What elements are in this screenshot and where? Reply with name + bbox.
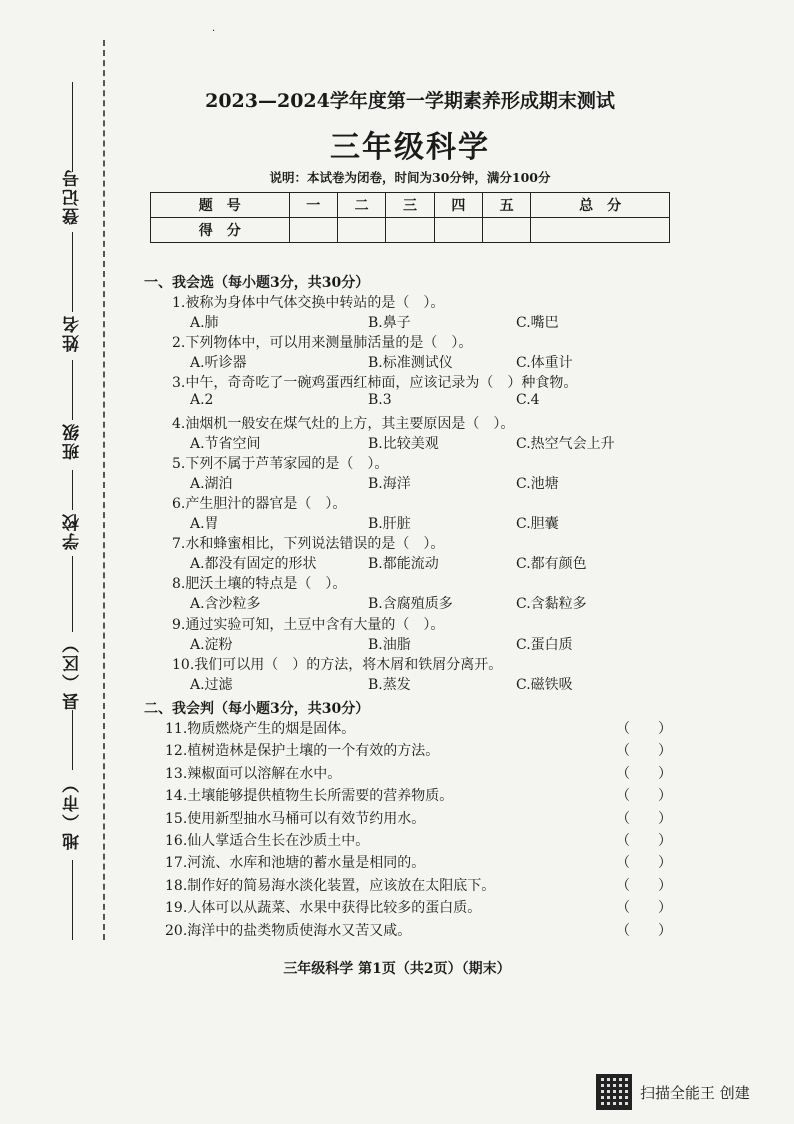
name-line bbox=[72, 232, 73, 312]
answer-paren[interactable]: （ ） bbox=[616, 877, 672, 894]
option-b: B.海洋 bbox=[368, 475, 411, 492]
margin-reg-label: 登记号 bbox=[63, 168, 83, 225]
score-header-cell: 总 分 bbox=[531, 193, 670, 218]
judge-item: 19.人体可以从蔬菜、水果中获得比较多的蛋白质。 bbox=[165, 900, 482, 917]
answer-paren[interactable]: （ ） bbox=[616, 721, 672, 737]
school-line bbox=[72, 470, 73, 510]
option-c: C.热空气会上升 bbox=[516, 435, 615, 452]
margin-county-label: 县（区） bbox=[63, 634, 83, 710]
question-stem: 3.中午，奇奇吃了一碗鸡蛋西红柿面，应该记录为（ ）种食物。 bbox=[172, 375, 578, 392]
question-stem: 9.通过实验可知，土豆中含有大量的（ ）。 bbox=[172, 616, 445, 633]
subject-title: 三年级科学 bbox=[330, 130, 490, 165]
answer-paren[interactable]: （ ） bbox=[616, 833, 672, 849]
scanner-watermark: 扫描全能王 创建 bbox=[640, 1084, 750, 1102]
question-stem: 8.肥沃土壤的特点是（ ）。 bbox=[172, 576, 347, 593]
score-cell[interactable] bbox=[337, 218, 385, 243]
qr-code-icon bbox=[596, 1074, 632, 1110]
option-a: A.节省空间 bbox=[190, 435, 261, 452]
answer-paren[interactable]: （ ） bbox=[616, 810, 672, 827]
score-cell[interactable] bbox=[482, 218, 530, 243]
option-a: A.含沙粒多 bbox=[190, 596, 261, 613]
option-b: B.油脂 bbox=[368, 636, 411, 653]
option-a: A.湖泊 bbox=[190, 475, 233, 492]
option-b: B.鼻子 bbox=[368, 315, 411, 331]
option-b: B.肝脏 bbox=[368, 516, 411, 532]
page-footer: 三年级科学 第1页（共2页）（期末） bbox=[283, 961, 511, 977]
judge-item: 15.使用新型抽水马桶可以有效节约用水。 bbox=[165, 810, 426, 827]
score-header-row bbox=[151, 193, 670, 218]
judge-item: 13.辣椒面可以溶解在水中。 bbox=[165, 765, 342, 782]
option-b: B.蒸发 bbox=[368, 676, 411, 693]
option-b: B.含腐殖质多 bbox=[368, 596, 453, 613]
score-header-cell: 三 bbox=[386, 193, 434, 218]
judge-item: 16.仙人掌适合生长在沙质土中。 bbox=[165, 833, 370, 849]
answer-paren[interactable]: （ ） bbox=[616, 900, 672, 917]
score-cell[interactable] bbox=[289, 218, 337, 243]
option-c: C.嘴巴 bbox=[516, 315, 559, 331]
judge-item: 18.制作好的简易海水淡化装置，应该放在太阳底下。 bbox=[165, 877, 496, 894]
answer-paren[interactable]: （ ） bbox=[616, 765, 672, 782]
option-c: C.胆囊 bbox=[516, 516, 559, 532]
judge-item: 17.河流、水库和池塘的蓄水量是相同的。 bbox=[165, 855, 426, 872]
option-c: C.蛋白质 bbox=[516, 636, 573, 653]
question-stem: 4.油烟机一般安在煤气灶的上方，其主要原因是（ ）。 bbox=[172, 415, 515, 432]
district-bottom-line bbox=[72, 860, 73, 940]
option-c: C.含黏粒多 bbox=[516, 596, 587, 613]
judge-item: 12.植树造林是保护土壤的一个有效的方法。 bbox=[165, 743, 440, 760]
option-b: B.比较美观 bbox=[368, 435, 439, 452]
section2-heading: 二、我会判（每小题3分，共30分） bbox=[144, 701, 370, 717]
margin-school-label: 学校 bbox=[63, 512, 83, 550]
county-line bbox=[72, 556, 73, 632]
score-header-cell: 二 bbox=[337, 193, 385, 218]
option-c: C.都有颜色 bbox=[516, 556, 587, 573]
option-b: B.3 bbox=[368, 392, 392, 409]
question-stem: 10.我们可以用（ ）的方法，将木屑和铁屑分离开。 bbox=[172, 656, 503, 673]
judge-item: 20.海洋中的盐类物质使海水又苦又咸。 bbox=[165, 922, 412, 939]
score-cell[interactable] bbox=[386, 218, 434, 243]
score-cell[interactable] bbox=[531, 218, 670, 243]
question-stem: 7.水和蜂蜜相比，下列说法错误的是（ ）。 bbox=[172, 536, 445, 553]
option-c: C.体重计 bbox=[516, 355, 573, 372]
margin-class-label: 班级 bbox=[63, 422, 83, 460]
option-a: A.淀粉 bbox=[190, 636, 233, 653]
class-line bbox=[72, 360, 73, 420]
score-table bbox=[150, 192, 670, 243]
speck: · bbox=[212, 26, 216, 37]
option-a: A.胃 bbox=[190, 516, 219, 532]
option-c: C.4 bbox=[516, 392, 540, 409]
question-stem: 2.下列物体中，可以用来测量肺活量的是（ ）。 bbox=[172, 335, 473, 352]
score-header-cell: 题 号 bbox=[151, 193, 290, 218]
answer-paren[interactable]: （ ） bbox=[616, 922, 672, 939]
margin-district-label: 地（市） bbox=[63, 774, 83, 850]
question-stem: 5.下列不属于芦苇家园的是（ ）。 bbox=[172, 455, 389, 472]
option-c: C.池塘 bbox=[516, 475, 559, 492]
option-a: A.听诊器 bbox=[190, 355, 247, 372]
judge-item: 14.土壤能够提供植物生长所需要的营养物质。 bbox=[165, 788, 454, 805]
exam-note: 说明：本试卷为闭卷，时间为30分钟，满分100分 bbox=[269, 170, 551, 185]
option-a: A.都没有固定的形状 bbox=[190, 556, 317, 573]
option-a: A.肺 bbox=[190, 315, 219, 331]
answer-paren[interactable]: （ ） bbox=[616, 743, 672, 760]
score-header-cell: 五 bbox=[482, 193, 530, 218]
question-stem: 6.产生胆汁的器官是（ ）。 bbox=[172, 496, 347, 512]
section1-heading: 一、我会选（每小题3分，共30分） bbox=[144, 275, 370, 291]
margin-name-label: 姓名 bbox=[63, 314, 83, 352]
score-row-label: 得 分 bbox=[151, 218, 290, 243]
option-b: B.都能流动 bbox=[368, 556, 439, 573]
answer-paren[interactable]: （ ） bbox=[616, 788, 672, 805]
question-stem: 1.被称为身体中气体交换中转站的是（ ）。 bbox=[172, 295, 445, 311]
district-line bbox=[72, 710, 73, 770]
score-header-cell: 一 bbox=[289, 193, 337, 218]
exam-title: 2023—2024学年度第一学期素养形成期末测试 bbox=[205, 90, 615, 112]
judge-item: 11.物质燃烧产生的烟是固体。 bbox=[165, 721, 356, 737]
score-value-row bbox=[151, 218, 670, 243]
answer-paren[interactable]: （ ） bbox=[616, 855, 672, 872]
score-header-cell: 四 bbox=[434, 193, 482, 218]
option-a: A.过滤 bbox=[190, 676, 233, 693]
option-c: C.磁铁吸 bbox=[516, 676, 573, 693]
option-a: A.2 bbox=[190, 392, 214, 409]
option-b: B.标准测试仪 bbox=[368, 355, 453, 372]
score-cell[interactable] bbox=[434, 218, 482, 243]
